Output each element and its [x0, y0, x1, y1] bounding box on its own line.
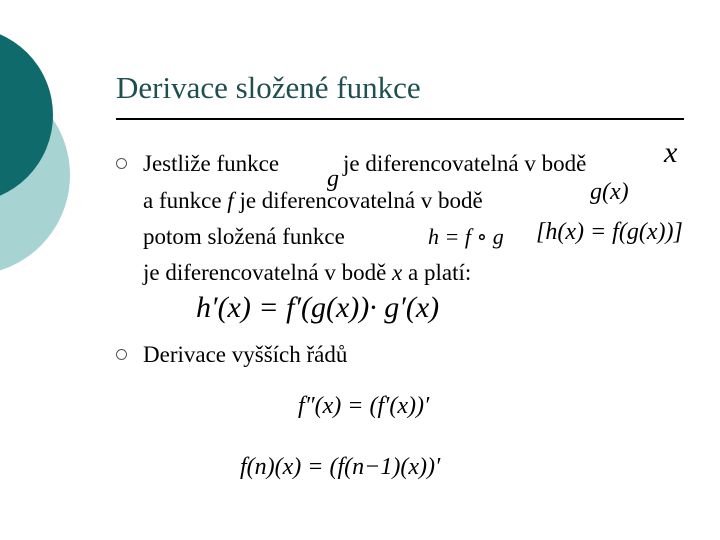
bullet1-line3: potom složená funkce — [143, 224, 345, 249]
math-h-definition: h = f ∘ g — [428, 224, 504, 249]
bullet1-line2 — [143, 189, 483, 212]
nth-derivative-formula: f(n)(x) = (f(n−1)(x))′ — [240, 454, 441, 480]
math-h-expression: [h(x) = f(g(x))] — [536, 219, 683, 245]
bullet-marker-2 — [116, 349, 127, 360]
bullet1-line4b: a platí: — [408, 260, 472, 285]
bullet1-line4 — [143, 261, 471, 284]
bullet1-line4a: je diferencovatelná v bodě — [143, 260, 387, 285]
bullet1-line1b: je diferencovatelná v bodě — [343, 151, 587, 176]
bullet1-line1 — [143, 152, 279, 175]
math-x-symbol: x — [664, 136, 678, 169]
math-g-symbol: g — [327, 166, 339, 192]
slide-title: Derivace složené funkce — [116, 70, 421, 105]
bullet1-line2b: je diferencovatelná v bodě — [239, 188, 483, 213]
title-divider — [116, 118, 684, 120]
decorative-circles — [0, 0, 90, 300]
bullet1-line2a: a funkce — [143, 188, 222, 213]
bullet-marker-1 — [116, 158, 127, 169]
chain-rule-formula: h′(x) = f′(g(x))· g′(x) — [196, 291, 440, 324]
second-derivative-formula: f″(x) = (f′(x))′ — [298, 393, 430, 419]
bullet1-line1-text: Jestliže funkce — [143, 151, 280, 176]
math-g-of-x: g(x) — [590, 179, 629, 205]
bullet1-line2f: f — [227, 188, 234, 213]
bullet2-text: Derivace vyšších řádů — [143, 342, 348, 367]
bullet1-line4x: x — [392, 260, 403, 285]
